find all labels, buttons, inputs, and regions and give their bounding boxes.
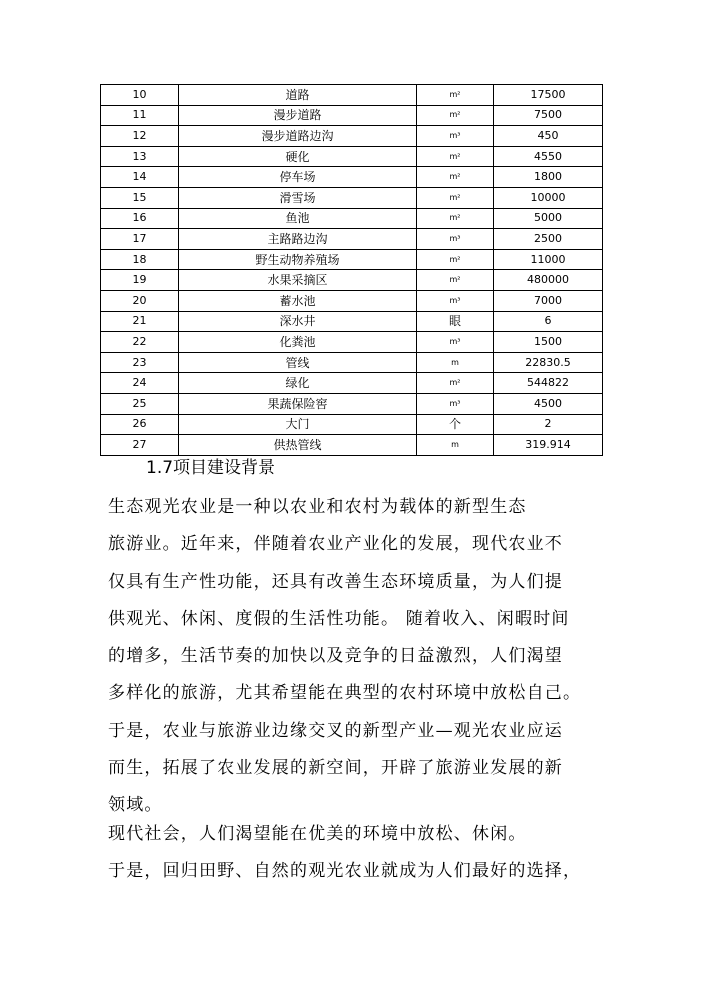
unit-cell: m² bbox=[417, 85, 494, 106]
table-row bbox=[101, 352, 603, 373]
paragraph-line: 供观光、休闲、度假的生活性功能。 随着收入、闲暇时间 bbox=[108, 608, 570, 629]
row-number-cell: 23 bbox=[101, 352, 179, 373]
paragraph-line: 仅具有生产性功能，还具有改善生态环境质量，为人们提 bbox=[108, 571, 563, 592]
unit-cell: m bbox=[417, 352, 494, 373]
paragraph-line: 的增多，生活节奏的加快以及竞争的日益激烈，人们渴望 bbox=[108, 646, 563, 667]
item-name-cell: 漫步道路边沟 bbox=[179, 126, 417, 147]
item-name-cell: 绿化 bbox=[179, 373, 417, 394]
paragraph-line: 于是，回归田野、自然的观光农业就成为人们最好的选择， bbox=[108, 861, 582, 882]
row-number-cell: 22 bbox=[101, 332, 179, 353]
item-name-cell: 大门 bbox=[179, 414, 417, 435]
row-number-cell: 25 bbox=[101, 393, 179, 414]
unit-cell: m² bbox=[417, 146, 494, 167]
quantity-cell: 6 bbox=[494, 311, 603, 332]
table-row bbox=[101, 393, 603, 414]
table-row bbox=[101, 270, 603, 291]
unit-cell: m² bbox=[417, 249, 494, 270]
item-name-cell: 鱼池 bbox=[179, 208, 417, 229]
quantity-cell: 1800 bbox=[494, 167, 603, 188]
table-row bbox=[101, 126, 603, 147]
item-name-cell: 道路 bbox=[179, 85, 417, 106]
row-number-cell: 26 bbox=[101, 414, 179, 435]
unit-cell: m³ bbox=[417, 393, 494, 414]
paragraph-line: 多样化的旅游，尤其希望能在典型的农村环境中放松自己。 bbox=[108, 683, 582, 704]
item-name-cell: 停车场 bbox=[179, 167, 417, 188]
table-row bbox=[101, 85, 603, 106]
table-row bbox=[101, 146, 603, 167]
table-row bbox=[101, 290, 603, 311]
row-number-cell: 19 bbox=[101, 270, 179, 291]
quantity-cell: 544822 bbox=[494, 373, 603, 394]
unit-cell: m³ bbox=[417, 229, 494, 250]
table-row bbox=[101, 229, 603, 250]
quantity-cell: 7000 bbox=[494, 290, 603, 311]
item-name-cell: 化粪池 bbox=[179, 332, 417, 353]
row-number-cell: 14 bbox=[101, 167, 179, 188]
row-number-cell: 21 bbox=[101, 311, 179, 332]
unit-cell: 眼 bbox=[417, 311, 494, 332]
item-name-cell: 蓄水池 bbox=[179, 290, 417, 311]
table-row bbox=[101, 167, 603, 188]
row-number-cell: 20 bbox=[101, 290, 179, 311]
paragraph-2 bbox=[108, 816, 608, 891]
table-row bbox=[101, 105, 603, 126]
item-name-cell: 漫步道路 bbox=[179, 105, 417, 126]
quantity-cell: 11000 bbox=[494, 249, 603, 270]
quantity-table-body bbox=[101, 85, 603, 456]
unit-cell: m² bbox=[417, 208, 494, 229]
unit-cell: m² bbox=[417, 270, 494, 291]
item-name-cell: 滑雪场 bbox=[179, 187, 417, 208]
section-heading: 1.7项目建设背景 bbox=[146, 458, 276, 478]
unit-cell: m² bbox=[417, 167, 494, 188]
quantity-cell: 7500 bbox=[494, 105, 603, 126]
row-number-cell: 15 bbox=[101, 187, 179, 208]
table-row bbox=[101, 249, 603, 270]
table-row bbox=[101, 208, 603, 229]
row-number-cell: 13 bbox=[101, 146, 179, 167]
unit-cell: m bbox=[417, 435, 494, 456]
quantity-cell: 319.914 bbox=[494, 435, 603, 456]
unit-cell: m³ bbox=[417, 126, 494, 147]
quantity-cell: 22830.5 bbox=[494, 352, 603, 373]
paragraph-line: 生态观光农业是一种以农业和农村为载体的新型生态 bbox=[108, 497, 527, 517]
quantity-cell: 4500 bbox=[494, 393, 603, 414]
item-name-cell: 果蔬保险窖 bbox=[179, 393, 417, 414]
paragraph-line: 领域。 bbox=[108, 795, 163, 816]
paragraph-line: 旅游业。近年来，伴随着农业产业化的发展，现代农业不 bbox=[108, 534, 563, 555]
paragraph-line: 而生，拓展了农业发展的新空间，开辟了旅游业发展的新 bbox=[108, 758, 563, 779]
unit-cell: m² bbox=[417, 373, 494, 394]
row-number-cell: 24 bbox=[101, 373, 179, 394]
item-name-cell: 主路路边沟 bbox=[179, 229, 417, 250]
item-name-cell: 水果采摘区 bbox=[179, 270, 417, 291]
quantity-cell: 17500 bbox=[494, 85, 603, 106]
paragraph-line: 现代社会，人们渴望能在优美的环境中放松、休闲。 bbox=[108, 824, 527, 844]
quantity-cell: 10000 bbox=[494, 187, 603, 208]
item-name-cell: 供热管线 bbox=[179, 435, 417, 456]
row-number-cell: 10 bbox=[101, 85, 179, 106]
quantity-cell: 5000 bbox=[494, 208, 603, 229]
paragraph-1 bbox=[108, 489, 608, 825]
quantity-cell: 1500 bbox=[494, 332, 603, 353]
quantity-cell: 2 bbox=[494, 414, 603, 435]
quantity-cell: 480000 bbox=[494, 270, 603, 291]
row-number-cell: 12 bbox=[101, 126, 179, 147]
table-row bbox=[101, 311, 603, 332]
quantity-cell: 2500 bbox=[494, 229, 603, 250]
paragraph-line: 于是，农业与旅游业边缘交叉的新型产业—观光农业应运 bbox=[108, 720, 563, 741]
row-number-cell: 11 bbox=[101, 105, 179, 126]
quantity-table bbox=[100, 84, 603, 456]
unit-cell: m² bbox=[417, 105, 494, 126]
table-row bbox=[101, 332, 603, 353]
table-row bbox=[101, 414, 603, 435]
quantity-cell: 4550 bbox=[494, 146, 603, 167]
item-name-cell: 深水井 bbox=[179, 311, 417, 332]
unit-cell: m² bbox=[417, 187, 494, 208]
row-number-cell: 16 bbox=[101, 208, 179, 229]
table-row bbox=[101, 435, 603, 456]
item-name-cell: 野生动物养殖场 bbox=[179, 249, 417, 270]
item-name-cell: 硬化 bbox=[179, 146, 417, 167]
row-number-cell: 27 bbox=[101, 435, 179, 456]
unit-cell: m³ bbox=[417, 290, 494, 311]
item-name-cell: 管线 bbox=[179, 352, 417, 373]
unit-cell: m³ bbox=[417, 332, 494, 353]
table-row bbox=[101, 187, 603, 208]
unit-cell: 个 bbox=[417, 414, 494, 435]
row-number-cell: 18 bbox=[101, 249, 179, 270]
row-number-cell: 17 bbox=[101, 229, 179, 250]
quantity-cell: 450 bbox=[494, 126, 603, 147]
table-row bbox=[101, 373, 603, 394]
